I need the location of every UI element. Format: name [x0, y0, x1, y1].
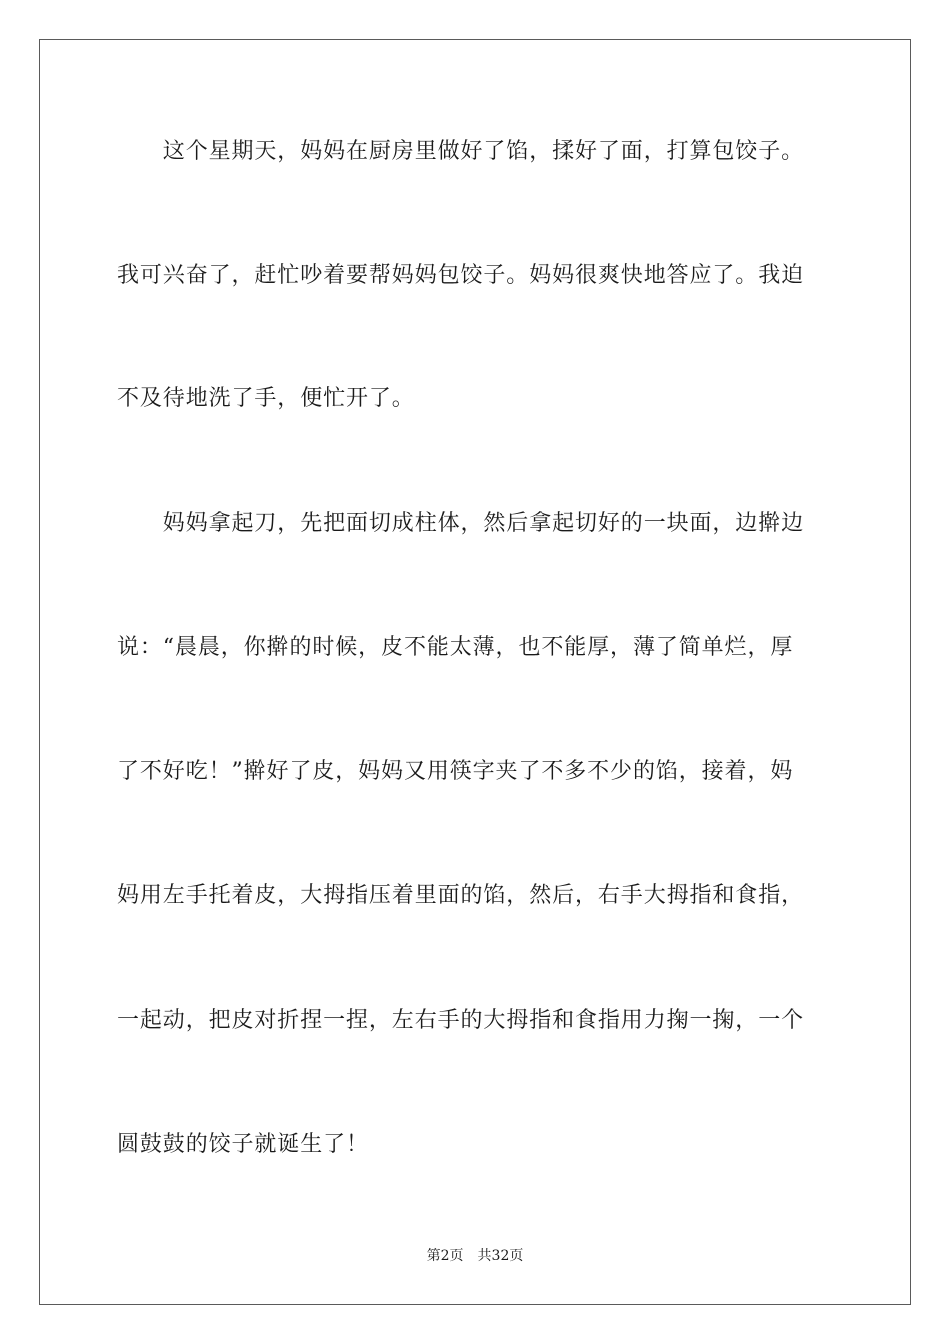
page-border — [39, 39, 911, 1305]
paragraph-line: 圆鼓鼓的饺子就诞生了！ — [117, 1132, 369, 1157]
paragraph-line: 妈妈拿起刀，先把面切成柱体，然后拿起切好的一块面，边擀边 — [117, 511, 805, 536]
paragraph-line: 不及待地洗了手，便忙开了。 — [117, 386, 415, 411]
paragraph-line: 我可兴奋了，赶忙吵着要帮妈妈包饺子。妈妈很爽快地答应了。我迫 — [117, 263, 805, 288]
total-pages: 共32页 — [477, 1248, 524, 1264]
paragraph-line: 一起动，把皮对折捏一捏，左右手的大拇指和食指用力掬一掬，一个 — [117, 1008, 805, 1033]
paragraph-line: 说：“晨晨，你擀的时候，皮不能太薄，也不能厚，薄了简单烂，厚 — [117, 635, 794, 660]
page-footer — [0, 1246, 950, 1266]
paragraph-line: 了不好吃！”擀好了皮，妈妈又用筷字夹了不多不少的馅，接着，妈 — [117, 759, 794, 784]
paragraph-line: 妈用左手托着皮，大拇指压着里面的馅，然后，右手大拇指和食指， — [117, 883, 805, 908]
paragraph-line: 这个星期天，妈妈在厨房里做好了馅，揉好了面，打算包饺子。 — [117, 139, 805, 164]
page-number: 第2页 — [426, 1248, 464, 1264]
